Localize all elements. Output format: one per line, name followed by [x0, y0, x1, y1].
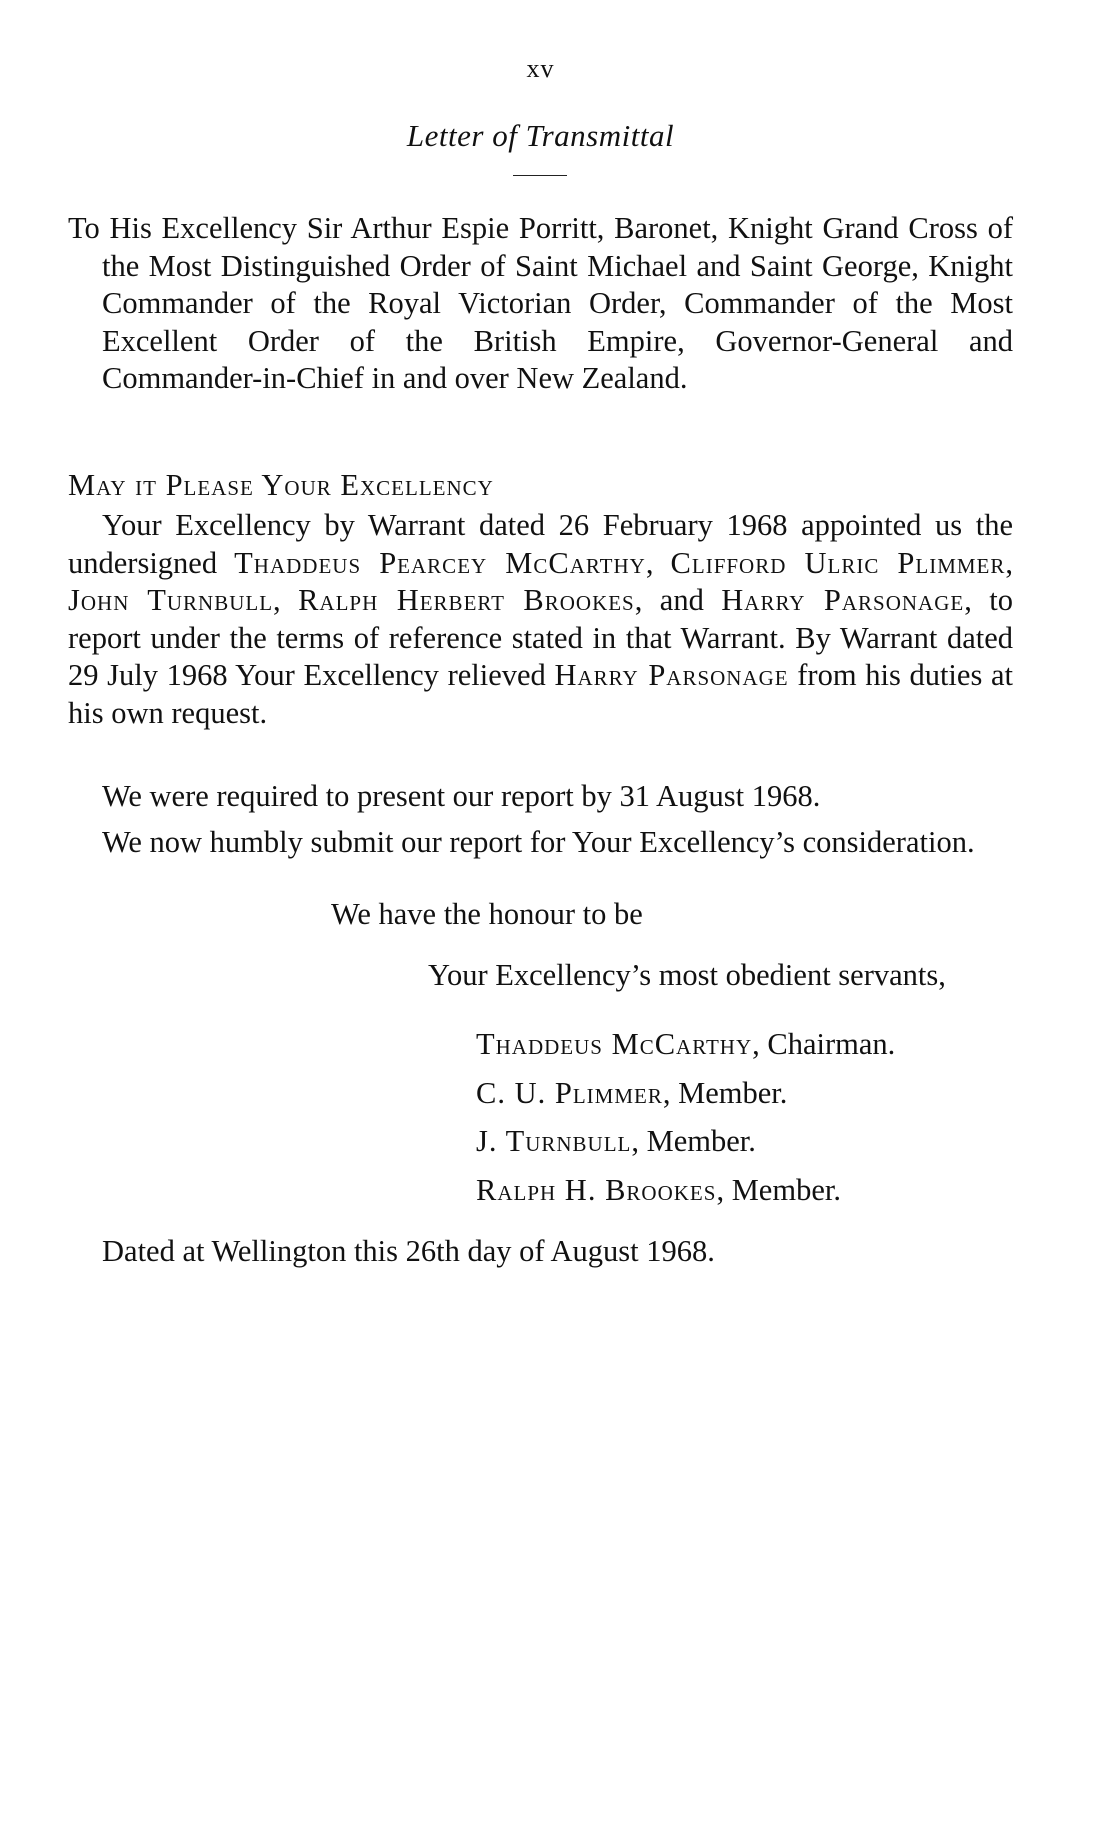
signatory	[476, 1166, 895, 1215]
paragraph-text: ,	[273, 583, 299, 617]
signatory-role: , Member.	[716, 1172, 841, 1207]
signatory	[476, 1117, 895, 1166]
paragraph-text: from his duties at his own request.	[68, 658, 1013, 730]
signatory-name: J. Turnbull	[476, 1124, 632, 1158]
page-number: xv	[526, 54, 555, 83]
signatory-name: Thaddeus McCarthy	[476, 1027, 753, 1061]
paragraph-text: , to report under the terms of reference stated in that Warrant. By Warrant dated 29 July 1968 Your Excellency relieved	[68, 583, 1013, 692]
person-name: John Turnbull	[68, 583, 274, 617]
paragraph-appointment	[68, 507, 1013, 732]
valediction: Your Excellency’s most obedient servants,	[428, 958, 946, 992]
person-name: Clifford Ulric Plimmer	[670, 545, 1006, 580]
person-name: Harry Parsonage	[721, 583, 965, 617]
signatory	[476, 1020, 895, 1069]
document-title: Letter of Transmittal	[406, 118, 675, 153]
salutation: May it Please Your Excellency	[68, 468, 494, 502]
person-name: Ralph Herbert Brookes	[298, 583, 635, 617]
paragraph-submission: We now humbly submit our report for Your Excellency’s consideration.	[102, 825, 975, 859]
signatory-name: Ralph H. Brookes	[476, 1172, 717, 1207]
signatory	[476, 1069, 895, 1118]
signatory-role: , Chairman.	[752, 1027, 896, 1061]
paragraph-text: ,	[645, 545, 671, 580]
address-block: To His Excellency Sir Arthur Espie Porritt, Baronet, Knight Grand Cross of the Most Distinguished Order of Saint Michael and Saint George, Knight Commander of the Royal Victorian Order, Commander of the Most Excellent Order of the British Empire, Governor-General and Commander-in-Chief in and over New Zealand.	[68, 211, 1013, 395]
person-name: Harry Parsonage	[554, 658, 789, 692]
title-divider	[513, 175, 567, 176]
closing-line: We have the honour to be	[331, 897, 643, 931]
signature-list	[476, 1020, 895, 1214]
signatory-role: , Member.	[631, 1124, 756, 1158]
signatory-name: C. U. Plimmer	[476, 1075, 663, 1110]
paragraph-text: , and	[634, 583, 722, 617]
paragraph-deadline: We were required to present our report by 31 August 1968.	[102, 779, 821, 813]
paragraph-text: Your Excellency by Warrant dated 26 February 1968 appointed us the undersigned	[68, 508, 1013, 580]
person-name: Thaddeus Pearcey McCarthy	[234, 545, 646, 580]
signatory-role: , Member.	[662, 1075, 788, 1110]
date-line: Dated at Wellington this 26th day of August 1968.	[102, 1234, 715, 1268]
paragraph-text: ,	[1005, 545, 1014, 580]
